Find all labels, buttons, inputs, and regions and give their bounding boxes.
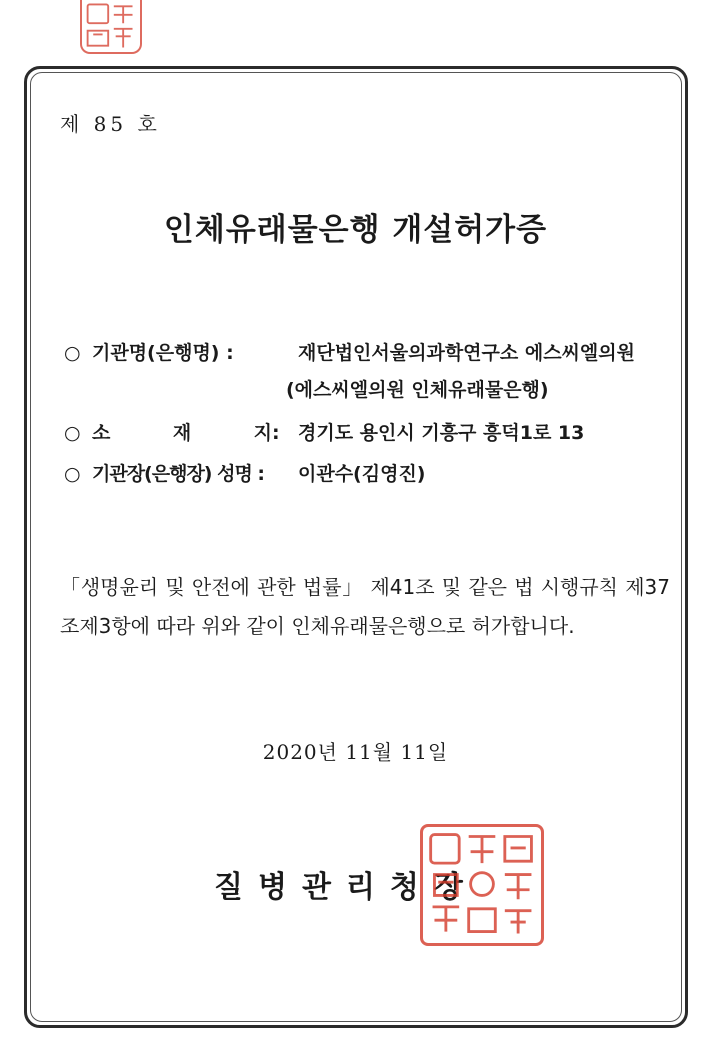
- top-seal-stamp: [80, 0, 142, 54]
- issue-date: 2020년 11월 11일: [262, 740, 449, 764]
- field-bank-name: [286, 375, 549, 402]
- address-value: 경기도 용인시 기흥구 흥덕1로 13: [298, 422, 585, 444]
- field-director-name: [64, 459, 426, 486]
- bullet-circle: ○: [64, 463, 81, 485]
- institution-name-label: 기관명(은행명) :: [92, 342, 234, 364]
- bank-name-value: (에스씨엘의원 인체유래물은행): [286, 379, 549, 401]
- field-institution-name: [64, 338, 635, 365]
- field-address: [64, 418, 584, 445]
- certificate-title: 인체유래물은행 개설허가증: [163, 212, 548, 248]
- director-name-label: 기관장(은행장) 성명 :: [92, 463, 265, 485]
- bullet-circle: ○: [64, 342, 81, 364]
- certificate-number: 제 85 호: [60, 112, 161, 136]
- issuer-name: 질병관리청장: [214, 870, 478, 905]
- certificate-body-text: 「생명윤리 및 안전에 관한 법률」 제41조 및 같은 법 시행규칙 제37조제3항에 따라 위와 같이 인체유래물은행으로 허가합니다.: [60, 575, 670, 638]
- director-name-value: 이관수(김영진): [298, 463, 426, 485]
- address-label: 소 재 지: [92, 422, 272, 444]
- official-seal-stamp: [420, 824, 544, 946]
- bullet-circle: ○: [64, 422, 81, 444]
- institution-name-value: 재단법인서울의과학연구소 에스씨엘의원: [298, 342, 635, 364]
- address-label-colon: :: [272, 422, 280, 444]
